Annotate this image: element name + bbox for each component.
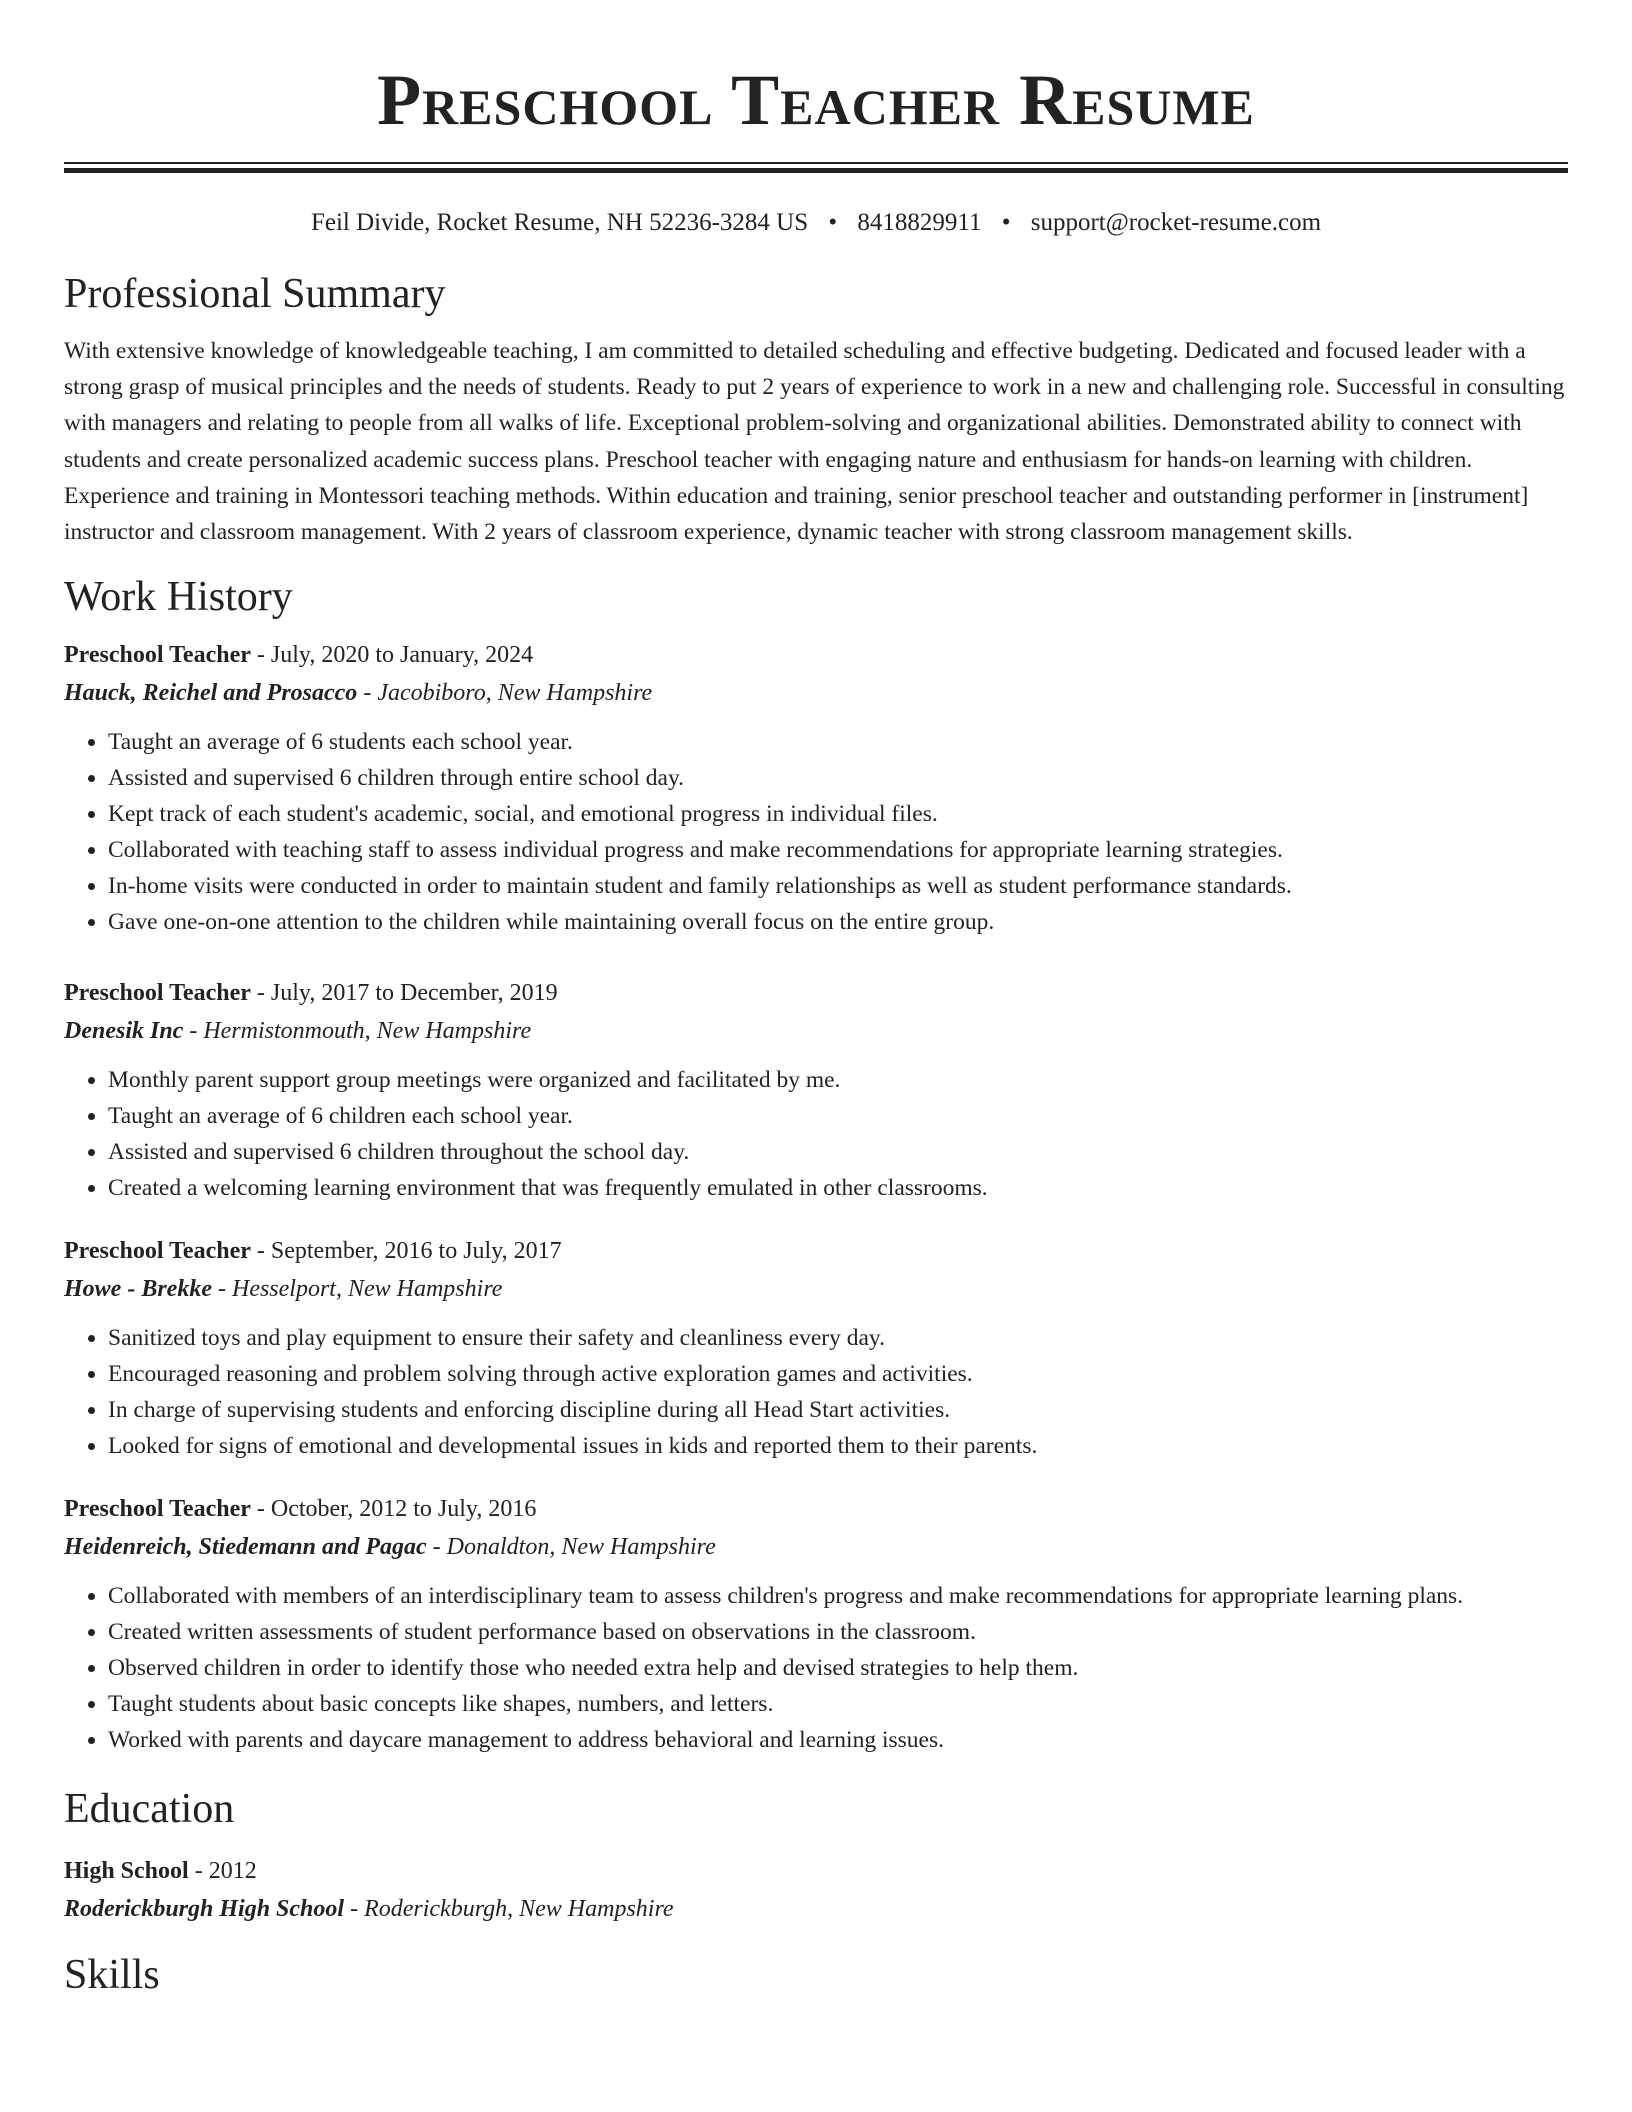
job-company: Hauck, Reichel and Prosacco — [64, 680, 358, 707]
job-location: Hermistonmouth, New Hampshire — [203, 1018, 532, 1045]
job-duty: • Sanitized toys and play equipment to ensure their safety and cleanliness every day. — [108, 1320, 1568, 1356]
job-duty: • Collaborated with teaching staff to assess individual progress and make recommendations for appropriate learning strategies. — [108, 832, 1568, 868]
education-entry — [64, 1852, 1568, 1928]
job-duty: • Taught an average of 6 students each school year. — [108, 724, 1568, 760]
job-duties — [64, 1578, 1568, 1758]
education-heading: Education — [64, 1786, 235, 1833]
job-title-line: Preschool Teacher - July, 2020 to January, 2024 — [64, 642, 534, 669]
job-duty: • Kept track of each student's academic, social, and emotional progress in individual files. — [108, 796, 1568, 832]
education-school-line: Roderickburgh High School - Roderickburgh, New Hampshire — [64, 1896, 674, 1923]
job-company: Denesik Inc — [64, 1018, 184, 1045]
job-duty: • Worked with parents and daycare management to address behavioral and learning issues. — [108, 1722, 1568, 1758]
job-dates: October, 2012 to July, 2016 — [270, 1496, 537, 1523]
job-duty: • Monthly parent support group meetings were organized and facilitated by me. — [108, 1062, 1568, 1098]
job-duty: • In-home visits were conducted in order to maintain student and family relationships as well as student performance standards. — [108, 868, 1568, 904]
education-year: 2012 — [208, 1858, 257, 1885]
job-title: Preschool Teacher — [64, 642, 251, 669]
summary-heading: Professional Summary — [64, 271, 446, 317]
job-company: Heidenreich, Stiedemann and Pagac — [64, 1534, 427, 1561]
job-duty: • Created a welcoming learning environment that was frequently emulated in other classrooms. — [108, 1170, 1568, 1206]
education-degree: High School — [64, 1858, 189, 1885]
job-duties — [64, 1062, 1568, 1206]
job-duty: • Assisted and supervised 6 children throughout the school day. — [108, 1134, 1568, 1170]
job-duty: • Gave one-on-one attention to the children while maintaining overall focus on the entire group. — [108, 904, 1568, 940]
job-company-line: Heidenreich, Stiedemann and Pagac - Donaldton, New Hampshire — [64, 1534, 716, 1561]
job-title: Preschool Teacher — [64, 980, 251, 1007]
skills-heading: Skills — [64, 1952, 160, 1999]
job-company-line: Howe - Brekke - Hesselport, New Hampshire — [64, 1276, 503, 1303]
work-history-heading: Work History — [64, 574, 293, 621]
education-location: Roderickburgh, New Hampshire — [364, 1896, 674, 1923]
job-duty: • In charge of supervising students and enforcing discipline during all Head Start activities. — [108, 1392, 1568, 1428]
job-title-line: Preschool Teacher - July, 2017 to December, 2019 — [64, 980, 558, 1007]
title-divider — [64, 162, 1568, 173]
contact-email: support@rocket-resume.com — [1030, 209, 1322, 236]
job-title-line: Preschool Teacher - September, 2016 to July, 2017 — [64, 1238, 562, 1265]
summary-text: With extensive knowledge of knowledgeable teaching, I am committed to detailed scheduling and effective budgeting. Dedicated and focused leader with a strong grasp of musical principles and the needs of students. Ready to put 2 years of experience to work in a new and challenging role. Successful in consulting with managers and relating to people from all walks of life. Exceptional problem-solving and organizational abilities. Demonstrated ability to connect with students and create personalized academic success plans. Preschool teacher with engaging nature and enthusiasm for hands-on learning with children. Experience and training in Montessori teaching methods. Within education and training, senior preschool teacher and outstanding performer in [instrument] instructor and classroom management. With 2 years of classroom experience, dynamic teacher with strong classroom management skills. — [64, 338, 1565, 546]
contact-line — [64, 207, 1568, 239]
contact-separator: • — [828, 209, 838, 236]
job-company-line: Denesik Inc - Hermistonmouth, New Hampshire — [64, 1018, 532, 1045]
job-entry — [64, 1232, 1568, 1464]
job-duty: • Looked for signs of emotional and developmental issues in kids and reported them to their parents. — [108, 1428, 1568, 1464]
job-duty: • Assisted and supervised 6 children through entire school day. — [108, 760, 1568, 796]
resume-title: Preschool Teacher Resume — [377, 60, 1255, 140]
job-company-line: Hauck, Reichel and Prosacco - Jacobiboro, New Hampshire — [64, 680, 653, 707]
job-dates: July, 2017 to December, 2019 — [270, 980, 558, 1007]
job-entry — [64, 636, 1568, 940]
job-company: Howe - Brekke — [64, 1276, 212, 1303]
job-duty: • Collaborated with members of an interdisciplinary team to assess children's progress and make recommendations for appropriate learning plans. — [108, 1578, 1568, 1614]
job-duty: • Taught an average of 6 children each school year. — [108, 1098, 1568, 1134]
job-dates: September, 2016 to July, 2017 — [270, 1238, 562, 1265]
contact-separator: • — [1001, 209, 1011, 236]
contact-phone: 8418829911 — [857, 209, 982, 236]
job-duties — [64, 1320, 1568, 1464]
job-duty: • Taught students about basic concepts like shapes, numbers, and letters. — [108, 1686, 1568, 1722]
job-title: Preschool Teacher — [64, 1238, 251, 1265]
job-title: Preschool Teacher — [64, 1496, 251, 1523]
job-duties — [64, 724, 1568, 940]
job-entry — [64, 974, 1568, 1206]
job-location: Jacobiboro, New Hampshire — [377, 680, 653, 707]
job-location: Hesselport, New Hampshire — [231, 1276, 503, 1303]
job-duty: • Encouraged reasoning and problem solving through active exploration games and activities. — [108, 1356, 1568, 1392]
job-dates: July, 2020 to January, 2024 — [270, 642, 534, 669]
education-degree-line: High School - 2012 — [64, 1858, 257, 1885]
job-entry — [64, 1490, 1568, 1758]
job-duty: • Observed children in order to identify those who needed extra help and devised strategies to help them. — [108, 1650, 1568, 1686]
job-duty: • Created written assessments of student performance based on observations in the classroom. — [108, 1614, 1568, 1650]
education-school: Roderickburgh High School — [64, 1896, 345, 1923]
job-title-line: Preschool Teacher - October, 2012 to July, 2016 — [64, 1496, 537, 1523]
job-location: Donaldton, New Hampshire — [446, 1534, 716, 1561]
contact-address: Feil Divide, Rocket Resume, NH 52236-3284 US — [310, 209, 809, 236]
